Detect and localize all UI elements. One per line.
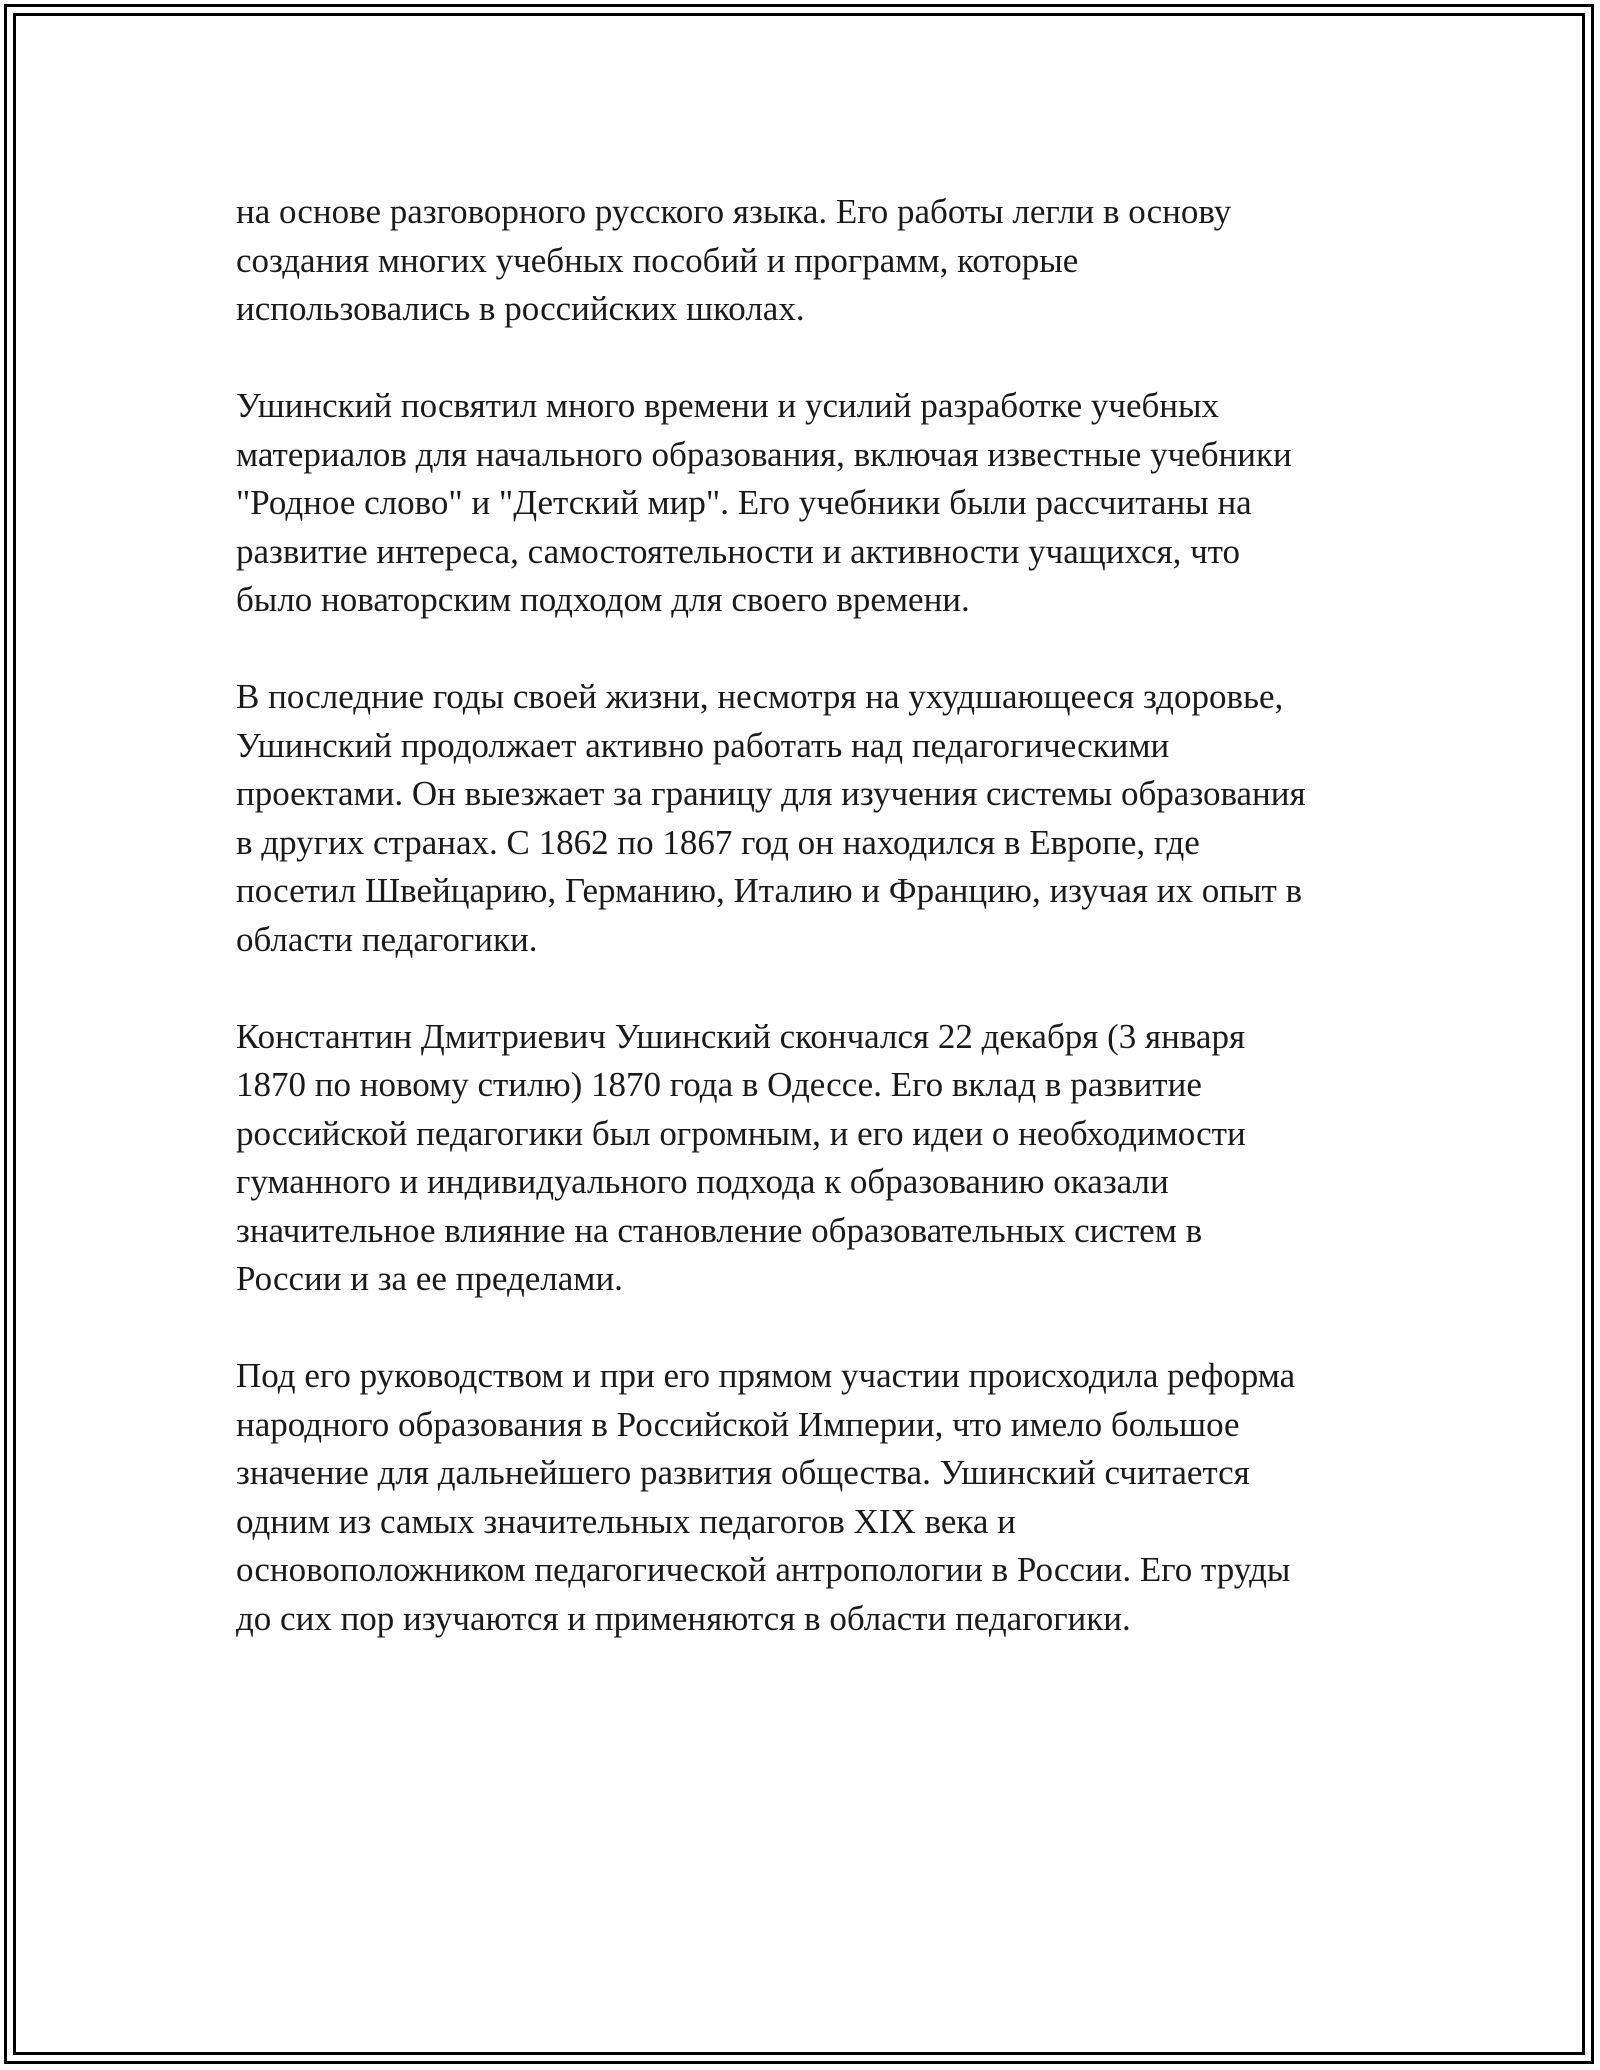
- paragraph-2: Ушинский посвятил много времени и усилий разработке учебных материалов для начального образования, включая известные учебники "Родное слово" и "Детский мир". Его учебники были рассчитаны на развитие интереса, самостоятельности и активности учащихся, что было новаторским подходом для своего времени.: [236, 386, 1292, 619]
- paragraph-1: на основе разговорного русского языка. Его работы легли в основу создания многих учебных пособий и программ, которые использовались в российских школах.: [236, 192, 1232, 328]
- paragraph-3: В последние годы своей жизни, несмотря на ухудшающееся здоровье, Ушинский продолжает активно работать над педагогическими проектами. Он выезжает за границу для изучения системы образования в других странах. С 1862 по 1867 год он находился в Европе, где посетил Швейцарию, Германию, Италию и Францию, изучая их опыт в области педагогики.: [236, 677, 1306, 959]
- paragraph-5: Под его руководством и при его прямом участии происходила реформа народного образования в Российской Империи, что имело большое значение для дальнейшего развития общества. Ушинский считается одним из самых значительных педагогов XIX века и основоположником педагогической антропологии в России. Его труды до сих пор изучаются и применяются в области педагогики.: [236, 1356, 1296, 1638]
- paragraph-4: Константин Дмитриевич Ушинский скончался 22 декабря (3 января 1870 по новому стилю) 1870 года в Одессе. Его вклад в развитие российской педагогики был огромным, и его идеи о необходимости гуманного и индивидуального подхода к образованию оказали значительное влияние на становление образовательных систем в России и за ее пределами.: [236, 1016, 1246, 1298]
- document-body: [236, 188, 1386, 1692]
